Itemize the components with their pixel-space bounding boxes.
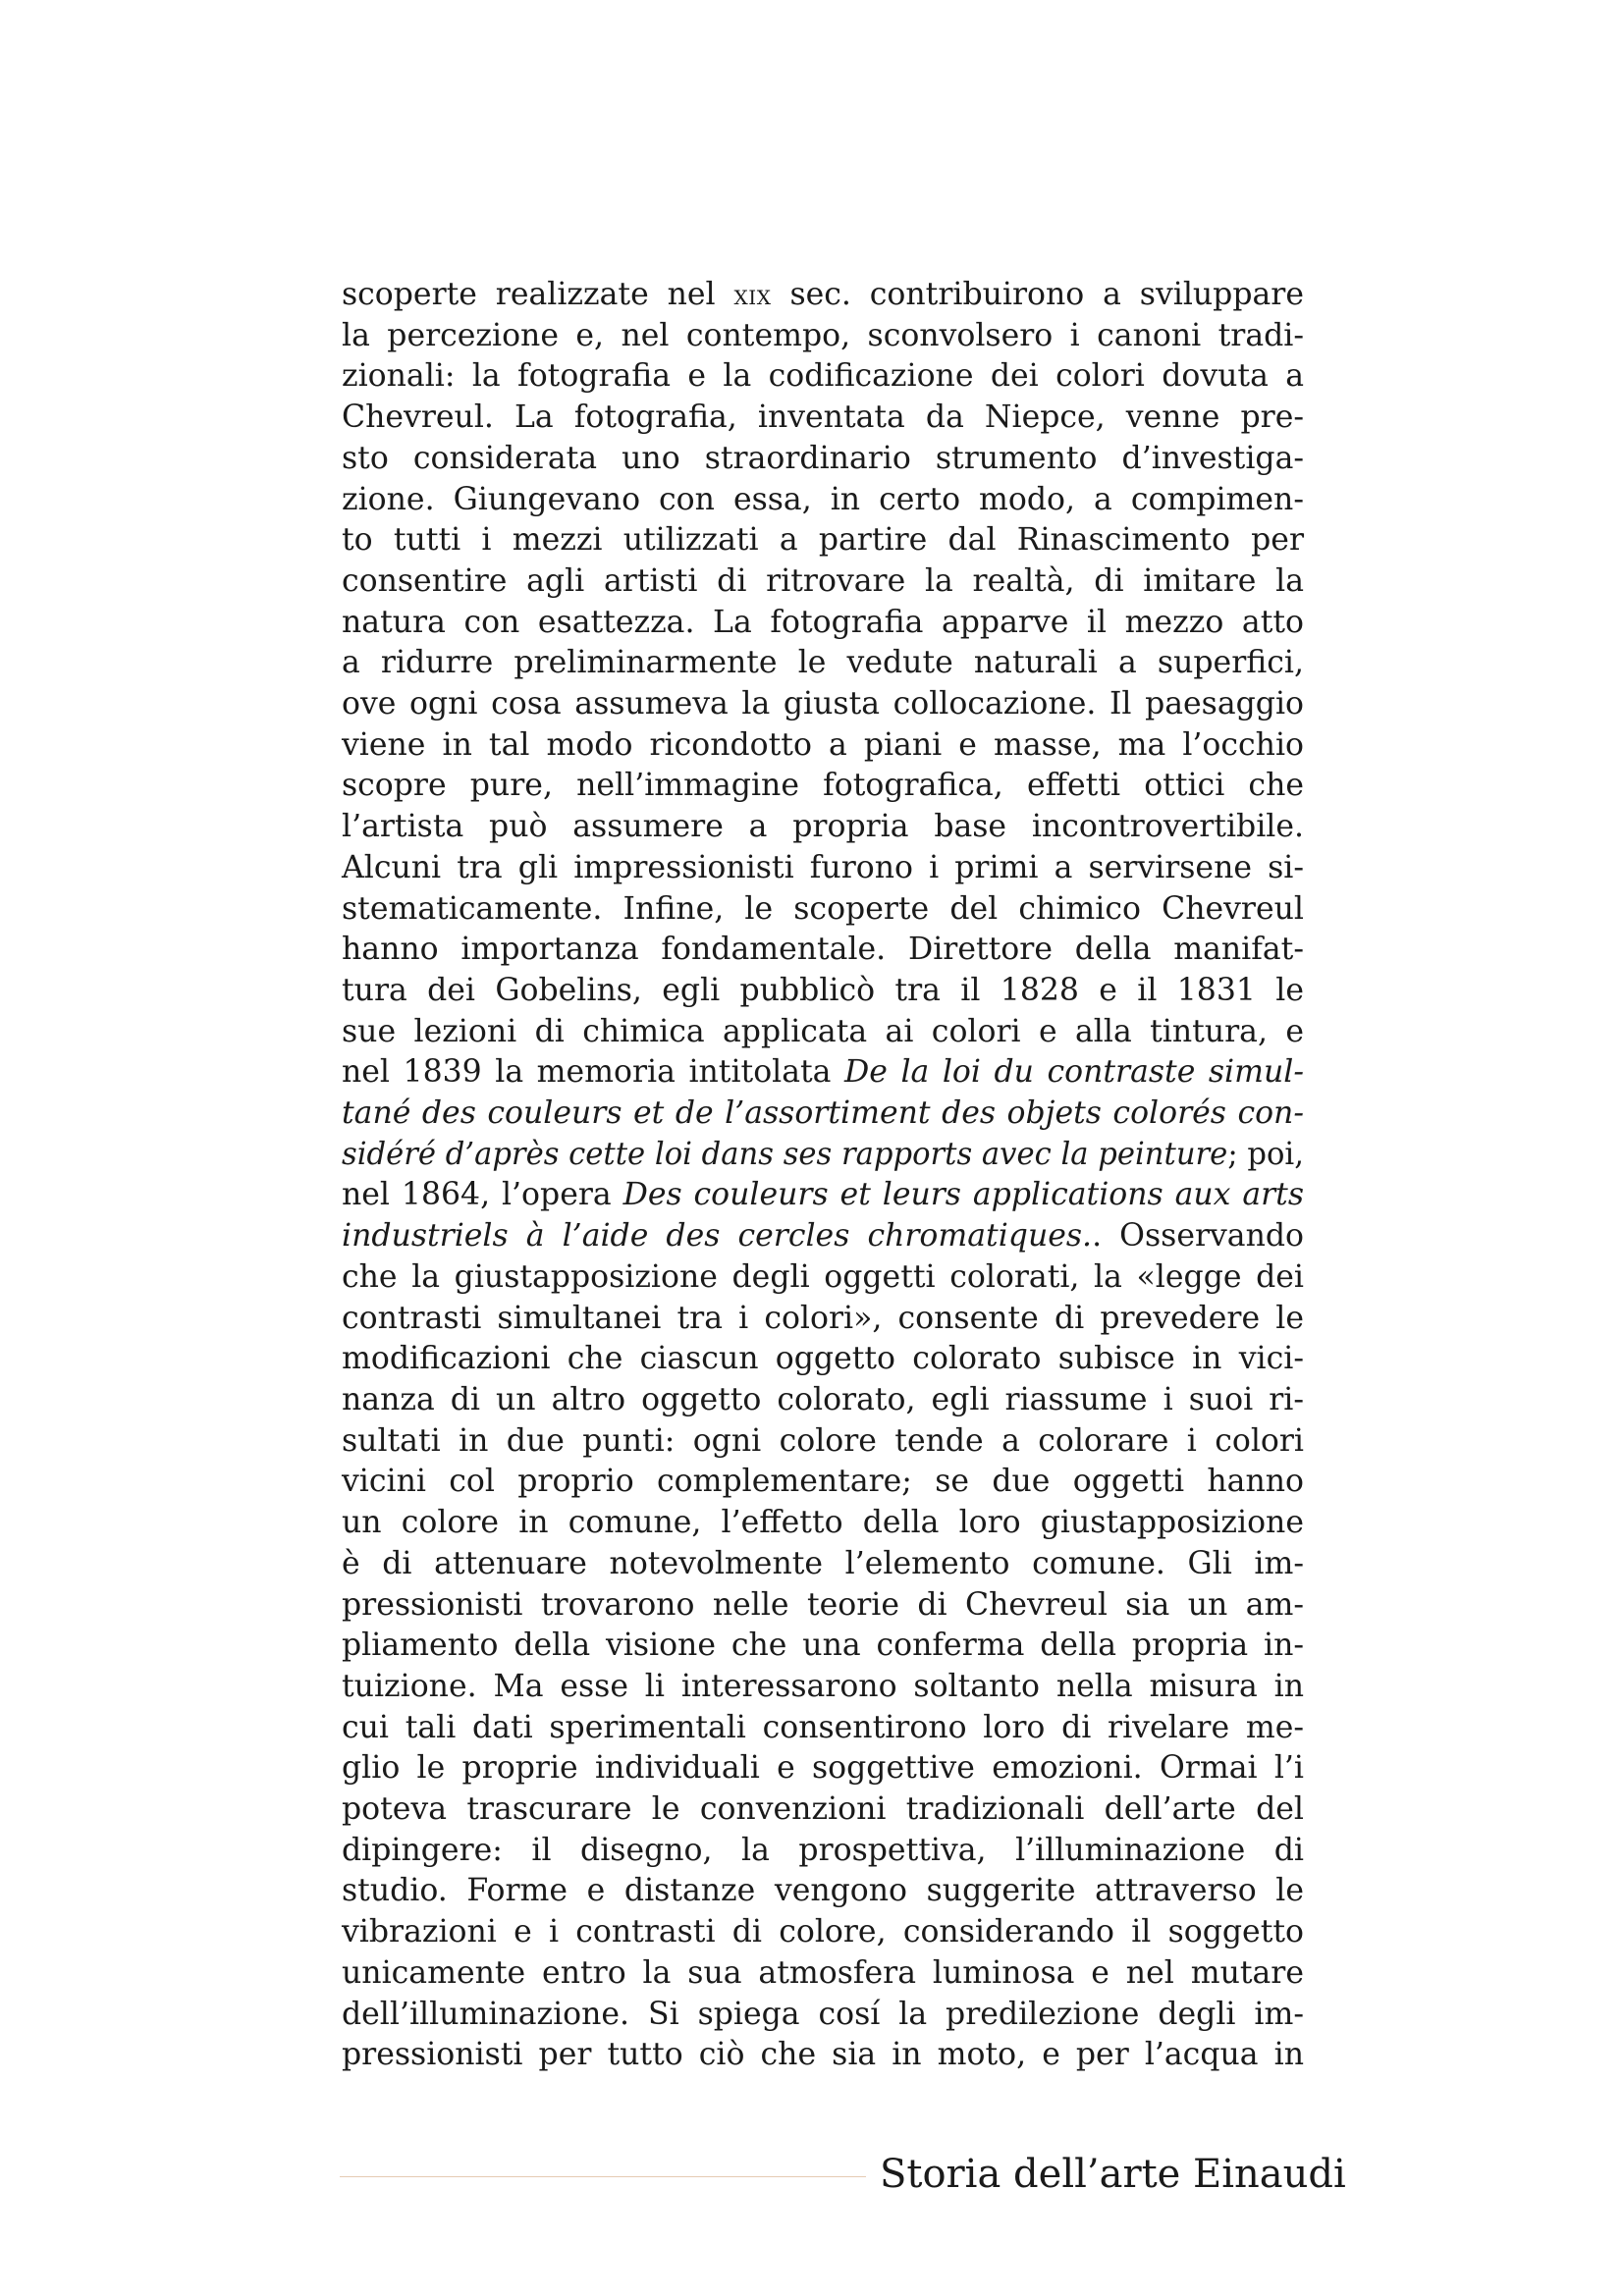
text-line [342, 1789, 1304, 1831]
text-line [342, 766, 1304, 807]
text-line [342, 561, 1304, 603]
text-line [342, 1544, 1304, 1585]
text-line [342, 398, 1304, 439]
text-line [342, 1012, 1304, 1053]
body-text [342, 275, 1304, 2076]
text-run: glio le proprie individuali e soggettive emozioni. Ormai l’i [342, 1750, 1304, 1787]
text-run: cui tali dati sperimentali consentirono loro di rivelare me- [342, 1709, 1304, 1745]
text-run: un colore in comune, l’effetto della loro giustapposizione [342, 1505, 1304, 1541]
text-line [342, 1585, 1304, 1627]
italic-title-run: Des couleurs et leurs applications aux arts [622, 1177, 1304, 1213]
text-line [342, 1871, 1304, 1912]
text-run: dipingere: il disegno, la prospettiva, l’illuminazione di [342, 1832, 1304, 1868]
text-run: consentire agli artisti di ritrovare la realtà, di imitare la [342, 562, 1304, 599]
text-run: studio. Forme e distanze vengono suggerite attraverso le [342, 1873, 1304, 1909]
small-caps-run: xix [733, 278, 772, 311]
text-line [342, 1257, 1304, 1299]
text-run: pliamento della visione che una conferma della propria in- [342, 1628, 1304, 1664]
text-run: natura con esattezza. La fotografia apparve il mezzo atto [342, 604, 1304, 640]
text-line [342, 930, 1304, 971]
text-line [342, 889, 1304, 931]
text-run: pressionisti trovarono nelle teorie di Chevreul sia un am- [342, 1586, 1304, 1623]
text-line [342, 1626, 1304, 1667]
text-line [342, 1667, 1304, 1708]
text-run: hanno importanza fondamentale. Direttore della manifat- [342, 932, 1304, 968]
text-run: poteva trascurare le convenzioni tradizionali dell’arte del [342, 1791, 1304, 1828]
text-line [342, 1216, 1304, 1257]
footer-publication-title: Storia dell’arte Einaudi [880, 2152, 1346, 2197]
text-run: sue lezioni di chimica applicata ai colori e alla tintura, e [342, 1013, 1304, 1049]
text-run: modificazioni che ciascun oggetto colorato subisce in vici- [342, 1341, 1304, 1377]
text-run: vibrazioni e i contrasti di colore, considerando il soggetto [342, 1914, 1304, 1950]
text-run: dell’illuminazione. Si spiega cosí la predilezione degli im- [342, 1996, 1304, 2032]
text-line [342, 275, 1304, 316]
text-run: Chevreul. La fotografia, inventata da Niepce, venne pre- [342, 400, 1304, 436]
text-line [342, 1380, 1304, 1421]
text-run: . Osservando [1092, 1218, 1305, 1255]
text-line [342, 2035, 1304, 2076]
text-run: la percezione e, nel contempo, sconvolsero i canoni tradi- [342, 317, 1304, 353]
footer-rule [340, 2176, 866, 2177]
text-line [342, 1299, 1304, 1340]
italic-title-run: sidéré d’après cette loi dans ses rapports avec la peinture [342, 1136, 1228, 1172]
text-run: nel 1839 la memoria intitolata [342, 1054, 844, 1091]
text-line [342, 643, 1304, 684]
text-line [342, 1462, 1304, 1503]
text-line [342, 1175, 1304, 1216]
text-line [342, 1831, 1304, 1872]
text-line [342, 1953, 1304, 1995]
text-line [342, 1339, 1304, 1380]
text-line [342, 520, 1304, 561]
text-run: sec. contribuirono a sviluppare [771, 277, 1304, 312]
text-line [342, 1995, 1304, 2036]
text-run: unicamente entro la sua atmosfera luminosa e nel mutare [342, 1954, 1304, 1991]
text-line [342, 1421, 1304, 1463]
text-line [342, 603, 1304, 644]
text-run: è di attenuare notevolmente l’elemento comune. Gli im- [342, 1545, 1304, 1581]
text-run: pressionisti per tutto ciò che sia in moto, e per l’acqua in [342, 2037, 1304, 2073]
italic-title-run: industriels à l’aide des cercles chromatiques. [342, 1218, 1093, 1255]
text-run: stematicamente. Infine, le scoperte del chimico Chevreul [342, 890, 1304, 927]
text-line [342, 316, 1304, 357]
text-line [342, 1135, 1304, 1176]
text-run: scoperte realizzate nel [342, 277, 734, 312]
text-run: to tutti i mezzi utilizzati a partire dal Rinascimento per [342, 522, 1304, 559]
text-run: viene in tal modo ricondotto a piani e masse, ma l’occhio [342, 726, 1304, 763]
text-line [342, 1748, 1304, 1789]
text-run: ove ogni cosa assumeva la giusta collocazione. Il paesaggio [342, 686, 1304, 722]
text-line [342, 848, 1304, 889]
text-run: ; poi, [1227, 1136, 1304, 1172]
text-line [342, 684, 1304, 725]
text-run: zione. Giungevano con essa, in certo modo, a compimen- [342, 481, 1304, 517]
text-line [342, 439, 1304, 480]
text-run: Alcuni tra gli impressionisti furono i primi a servirsene si- [342, 849, 1304, 885]
text-line [342, 725, 1304, 767]
italic-title-run: De la loi du contraste simul- [844, 1054, 1304, 1091]
text-line [342, 1094, 1304, 1135]
italic-title-run: tané des couleurs et de l’assortiment des objets colorés con- [342, 1095, 1304, 1132]
text-line [342, 971, 1304, 1012]
text-run: nanza di un altro oggetto colorato, egli riassume i suoi ri- [342, 1381, 1304, 1417]
text-run: a ridurre preliminarmente le vedute naturali a superfici, [342, 645, 1304, 681]
text-line [342, 1912, 1304, 1953]
text-run: l’artista può assumere a propria base incontrovertibile. [342, 809, 1304, 845]
text-line [342, 1503, 1304, 1544]
text-line [342, 480, 1304, 521]
text-run: sto considerata uno straordinario strumento d’investiga- [342, 440, 1304, 476]
text-run: che la giustapposizione degli oggetti colorati, la «legge dei [342, 1258, 1304, 1295]
text-run: contrasti simultanei tra i colori», consente di prevedere le [342, 1300, 1304, 1336]
text-run: nel 1864, l’opera [342, 1177, 623, 1213]
text-run: tura dei Gobelins, egli pubblicò tra il 1828 e il 1831 le [342, 972, 1304, 1008]
text-run: tuizione. Ma esse li interessarono soltanto nella misura in [342, 1668, 1304, 1704]
text-run: scopre pure, nell’immagine fotografica, effetti ottici che [342, 768, 1304, 804]
text-run: sultati in due punti: ogni colore tende a colorare i colori [342, 1422, 1304, 1459]
text-line [342, 356, 1304, 398]
text-line [342, 1052, 1304, 1094]
text-line [342, 1708, 1304, 1749]
text-run: zionali: la fotografia e la codificazione dei colori dovuta a [342, 358, 1304, 395]
text-line [342, 807, 1304, 848]
text-run: vicini col proprio complementare; se due oggetti hanno [342, 1464, 1304, 1500]
